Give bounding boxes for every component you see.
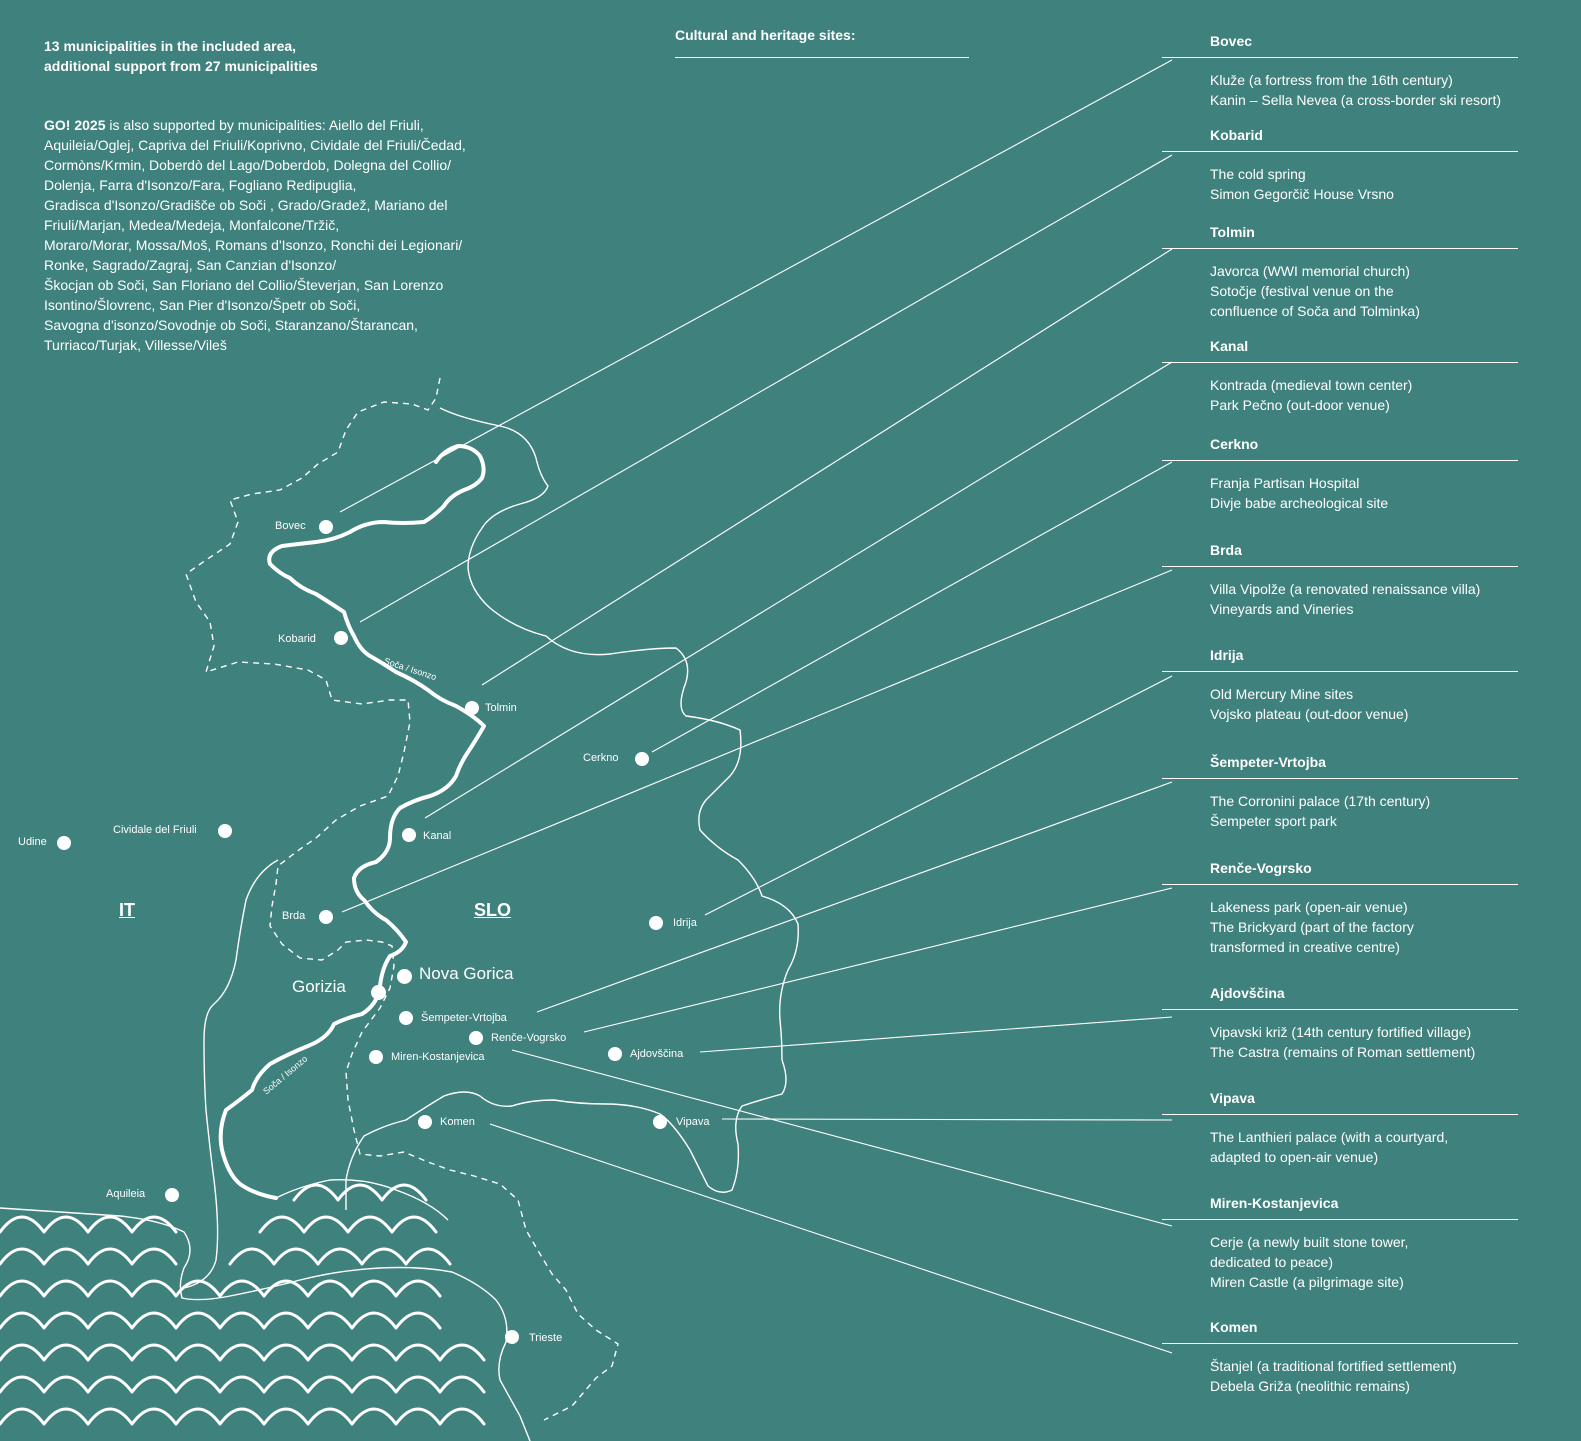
site-rence-vogrsko bbox=[1162, 859, 1518, 957]
town-label-sempeter: Šempeter-Vrtojba bbox=[421, 1012, 507, 1024]
town-marker bbox=[334, 631, 348, 645]
town-marker bbox=[649, 916, 663, 930]
site-name: Brda bbox=[1162, 541, 1518, 567]
site-places: Lakeness park (open-air venue) The Brickyard (part of the factory transformed in creative centre) bbox=[1210, 899, 1414, 955]
town-marker bbox=[418, 1115, 432, 1129]
sea-waves bbox=[0, 1185, 484, 1424]
town-marker bbox=[608, 1047, 622, 1061]
town-marker bbox=[399, 1011, 413, 1025]
site-places: The Corronini palace (17th century) Šempeter sport park bbox=[1210, 793, 1431, 829]
town-marker bbox=[218, 824, 232, 838]
town-label-miren: Miren-Kostanjevica bbox=[391, 1051, 485, 1063]
site-cerkno bbox=[1162, 435, 1518, 513]
site-name: Kanal bbox=[1162, 337, 1518, 363]
wave-row bbox=[230, 1249, 450, 1264]
site-name: Vipava bbox=[1162, 1089, 1518, 1115]
site-places: The Lanthieri palace (with a courtyard, adapted to open-air venue) bbox=[1210, 1129, 1449, 1165]
town-label-aquileia: Aquileia bbox=[106, 1188, 146, 1200]
town-marker bbox=[465, 701, 479, 715]
intro-municipalities: is also supported by municipalities: Aiello del Friuli, Aquileia/Oglej, Capriva del Friuli/Koprivno, Cividale del Friuli/Čedad, Cormòns/Krmin, Doberdò del Lago/Doberdob, Dolegna del Collio/ Dolenja, Farra d'Isonzo/Fara, Fogliano Redipuglia, Gradisca d'Isonzo/Gradišče ob Soči , Grado/Gradež, Mariano del Friuli/Marjan, Medea/Medeja, Monfalcone/Tržič, Moraro/Morar, Mossa/Moš, Romans d'Isonzo, Ronchi dei Legionari/ Ronke, Sagrado/Zagraj, San Canzian d'Isonzo/ Škocjan ob Soči, San Floriano del Collio/Števerjan, San Lorenzo Isontino/Šlovrenc, San Pier d'Isonzo/Špetr ob Soči, Savogna d'isonzo/Sovodnje ob Soči, Staranzano/Štarancan, Turriaco/Turjak, Villesse/Vileš bbox=[44, 117, 466, 353]
intro-lead: GO! 2025 bbox=[44, 117, 106, 133]
site-places: Franja Partisan Hospital Divje babe archeological site bbox=[1210, 475, 1389, 511]
wave-row bbox=[294, 1185, 426, 1200]
site-ajdovscina bbox=[1162, 984, 1518, 1062]
site-bovec bbox=[1162, 32, 1518, 110]
intro-heading: 13 municipalities in the included area, additional support from 27 municipalities bbox=[44, 38, 318, 74]
wave-row bbox=[0, 1313, 440, 1328]
town-label-kobarid: Kobarid bbox=[278, 633, 316, 645]
site-name: Idrija bbox=[1162, 646, 1518, 672]
site-places: Štanjel (a traditional fortified settlement) Debela Griža (neolithic remains) bbox=[1210, 1358, 1457, 1394]
town-label-brda: Brda bbox=[282, 910, 306, 922]
italy-boundary bbox=[184, 860, 278, 1288]
intro-body bbox=[44, 115, 514, 355]
site-name: Ajdovščina bbox=[1162, 984, 1518, 1010]
town-marker bbox=[469, 1031, 483, 1045]
site-places: Javorca (WWI memorial church) Sotočje (festival venue on the confluence of Soča and Tolminka) bbox=[1210, 263, 1420, 319]
river-label: Soča / Isonzo bbox=[382, 655, 438, 683]
wave-row bbox=[0, 1377, 484, 1392]
wave-row bbox=[0, 1217, 176, 1232]
town-marker bbox=[369, 1050, 383, 1064]
national-border bbox=[186, 378, 618, 1420]
site-places: Kontrada (medieval town center) Park Pečno (out-door venue) bbox=[1210, 377, 1413, 413]
town-marker bbox=[505, 1330, 519, 1344]
site-kanal bbox=[1162, 337, 1518, 415]
town-marker bbox=[397, 969, 412, 984]
town-marker bbox=[319, 910, 333, 924]
site-name: Renče-Vogrsko bbox=[1162, 859, 1518, 885]
site-name: Tolmin bbox=[1162, 223, 1518, 249]
town-label-rence: Renče-Vogrsko bbox=[491, 1032, 567, 1044]
country-label-slovenia: SLO bbox=[474, 900, 512, 920]
town-label-vipava: Vipava bbox=[676, 1116, 710, 1128]
site-places: Vipavski križ (14th century fortified village) The Castra (remains of Roman settlement) bbox=[1210, 1024, 1476, 1060]
site-brda bbox=[1162, 541, 1518, 619]
river-label: Soča / Isonzo bbox=[261, 1053, 310, 1097]
site-name: Cerkno bbox=[1162, 435, 1518, 461]
site-places: Cerje (a newly built stone tower, dedicated to peace) Miren Castle (a pilgrimage site) bbox=[1210, 1234, 1409, 1290]
town-label-nova-gorica: Nova Gorica bbox=[419, 964, 514, 983]
wave-row bbox=[0, 1249, 176, 1264]
town-marker bbox=[653, 1115, 667, 1129]
site-komen bbox=[1162, 1318, 1518, 1396]
town-marker bbox=[635, 752, 649, 766]
town-marker bbox=[402, 828, 416, 842]
town-label-kanal: Kanal bbox=[423, 830, 452, 842]
site-tolmin bbox=[1162, 223, 1518, 321]
sites-heading: Cultural and heritage sites: bbox=[675, 27, 969, 58]
wave-row bbox=[0, 1281, 440, 1296]
site-vipava bbox=[1162, 1089, 1518, 1167]
site-places: Villa Vipolže (a renovated renaissance villa) Vineyards and Vineries bbox=[1210, 581, 1481, 617]
town-marker bbox=[57, 836, 71, 850]
town-label-komen: Komen bbox=[440, 1116, 475, 1128]
country-label-italy: IT bbox=[119, 900, 135, 920]
wave-row bbox=[260, 1217, 436, 1232]
site-miren-kostanjevica bbox=[1162, 1194, 1518, 1292]
site-places: Old Mercury Mine sites Vojsko plateau (out-door venue) bbox=[1210, 686, 1409, 722]
town-label-ajdovscina: Ajdovščina bbox=[630, 1048, 684, 1060]
site-name: Bovec bbox=[1162, 32, 1518, 58]
town-label-gorizia: Gorizia bbox=[292, 977, 346, 996]
town-label-idrija: Idrija bbox=[673, 917, 697, 929]
site-name: Miren-Kostanjevica bbox=[1162, 1194, 1518, 1220]
town-marker bbox=[319, 520, 333, 534]
site-idrija bbox=[1162, 646, 1518, 724]
town-marker bbox=[165, 1188, 179, 1202]
site-sempeter-vrtojba bbox=[1162, 753, 1518, 831]
site-name: Šempeter-Vrtojba bbox=[1162, 753, 1518, 779]
site-kobarid bbox=[1162, 126, 1518, 204]
town-label-cividale: Cividale del Friuli bbox=[113, 824, 197, 836]
town-label-tolmin: Tolmin bbox=[485, 702, 517, 714]
site-name: Komen bbox=[1162, 1318, 1518, 1344]
town-marker bbox=[371, 985, 386, 1000]
town-label-bovec: Bovec bbox=[275, 520, 306, 532]
site-name: Kobarid bbox=[1162, 126, 1518, 152]
site-places: The cold spring Simon Gegorčič House Vrsno bbox=[1210, 166, 1394, 202]
town-label-trieste: Trieste bbox=[529, 1332, 563, 1344]
town-label-udine: Udine bbox=[18, 836, 47, 848]
soca-river bbox=[221, 446, 484, 1198]
town-label-cerkno: Cerkno bbox=[583, 752, 619, 764]
site-places: Kluže (a fortress from the 16th century) Kanin – Sella Nevea (a cross-border ski resort) bbox=[1210, 72, 1502, 108]
wave-row bbox=[0, 1409, 484, 1424]
wave-row bbox=[0, 1345, 484, 1360]
